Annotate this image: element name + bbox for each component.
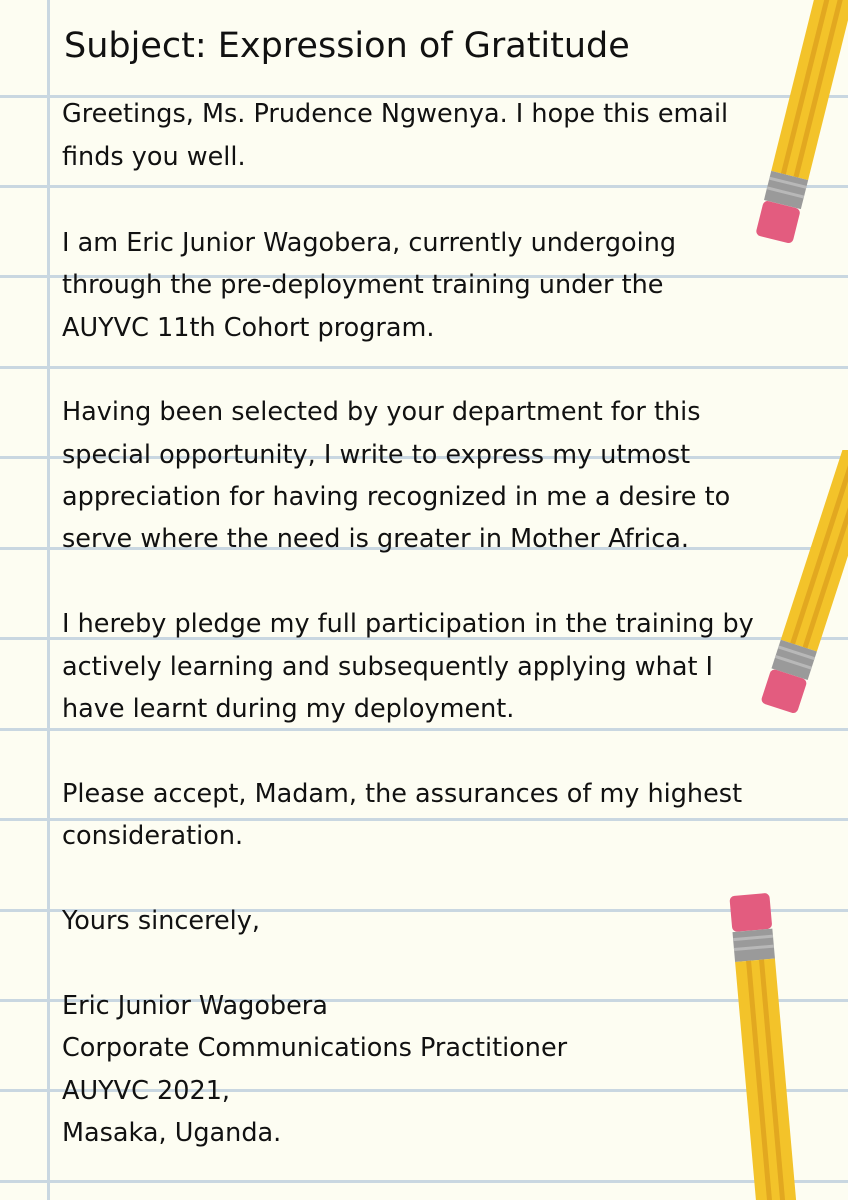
ruled-line <box>0 366 848 369</box>
signature-organization: AUYVC 2021, <box>62 1076 231 1106</box>
pledge-line: actively learning and subsequently applying what I <box>62 652 714 682</box>
intro-line: I am Eric Junior Wagobera, currently undergoing <box>62 228 677 258</box>
appreciation-line: special opportunity, I write to express my utmost <box>62 440 691 470</box>
appreciation-line: serve where the need is greater in Mother Africa. <box>62 524 689 554</box>
signature-name: Eric Junior Wagobera <box>62 991 328 1021</box>
appreciation-line: Having been selected by your department for this <box>62 397 701 427</box>
pencil-icon <box>745 0 848 250</box>
valediction: Yours sincerely, <box>62 906 260 936</box>
pencil-icon <box>760 450 848 725</box>
pencil-icon <box>718 885 828 1200</box>
signature-title: Corporate Communications Practitioner <box>62 1033 568 1063</box>
margin-line <box>47 0 50 1200</box>
pledge-line: have learnt during my deployment. <box>62 694 515 724</box>
greeting-line: Greetings, Ms. Prudence Ngwenya. I hope this email <box>62 99 729 129</box>
ruled-line <box>0 185 848 188</box>
intro-line: AUYVC 11th Cohort program. <box>62 313 435 343</box>
appreciation-line: appreciation for having recognized in me a desire to <box>62 482 731 512</box>
closing-request-line: consideration. <box>62 821 244 851</box>
greeting-line: finds you well. <box>62 142 246 172</box>
intro-line: through the pre-deployment training under the <box>62 270 664 300</box>
ruled-line <box>0 728 848 731</box>
signature-location: Masaka, Uganda. <box>62 1118 282 1148</box>
closing-request-line: Please accept, Madam, the assurances of my highest <box>62 779 743 809</box>
email-subject: Subject: Expression of Gratitude <box>64 26 630 66</box>
pledge-line: I hereby pledge my full participation in the training by <box>62 609 754 639</box>
